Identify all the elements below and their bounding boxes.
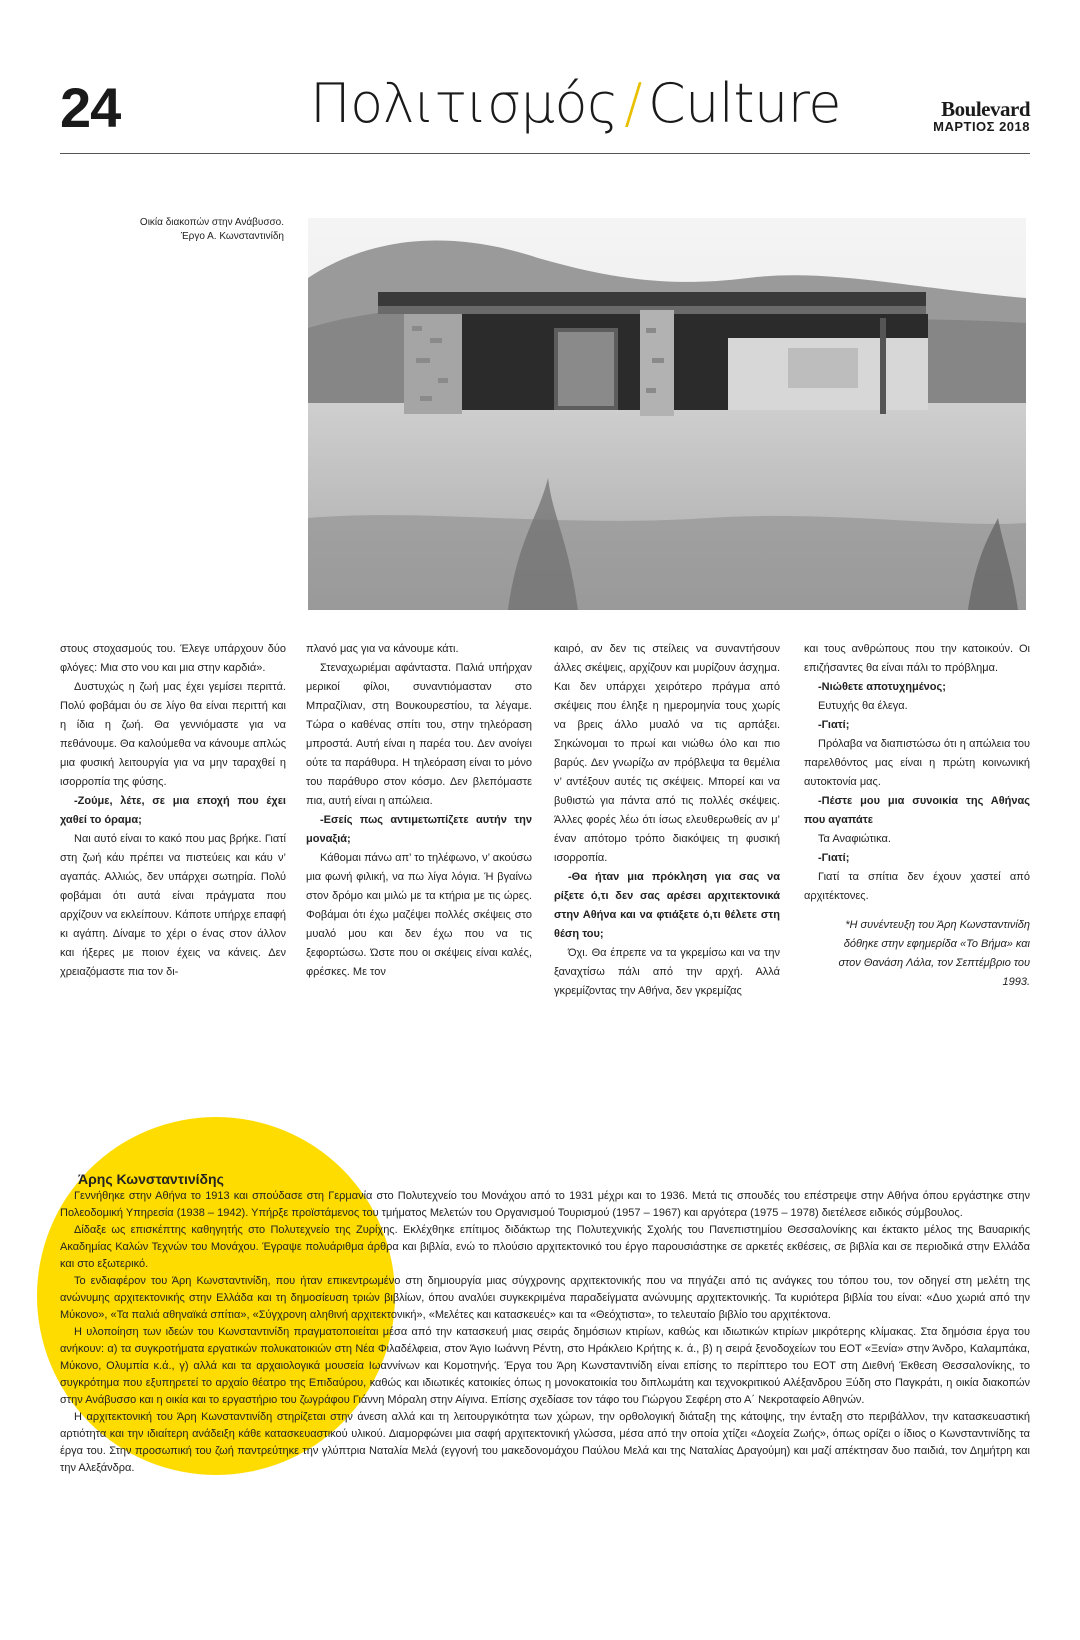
house-photo bbox=[308, 218, 1026, 610]
interview-paragraph: Κάθομαι πάνω απ’ το τηλέφωνο, ν’ ακούσω μια φωνή φιλική, να πω λίγα λόγια. Ή βγαίνω στον δρόμο και μιλώ με τα κτήρια με τις ώρες. Φοβάμαι ότι έχω μαζέψει πολλές σκέψεις στο μυαλό μου και δεν έχω που να τις ξεφορτώσω. Ώστε που οι σκέψεις είναι καλές, φρέσκες. Με τον bbox=[306, 852, 532, 978]
interview-question: -Γιατί; bbox=[818, 719, 850, 731]
interview-paragraph: και τους ανθρώπους που την κατοικούν. Οι επιζήσαντες θα είναι πάλι το πρόβλημα. bbox=[804, 643, 1030, 674]
interview-paragraph: Δυστυχώς η ζωή μας έχει γεμίσει περιττά. Πολύ φοβάμαι όυ σε λίγο θα είναι περιττή και η ίδια η ζωή. Θα γεννιόμαστε για να πεθάνουμε. Θα καλούμεθα να κάνουμε απλώς μια φυσική λειτουργία για να μην ταραχθεί η ισορροπία της φύσης. bbox=[60, 681, 286, 788]
interview-column-4 bbox=[804, 640, 1030, 992]
interview-column-1 bbox=[60, 640, 286, 982]
section-title bbox=[310, 74, 841, 134]
interview-paragraph: στους στοχασμούς του. Έλεγε υπάρχουν δύο φλόγες: Μια στο νου και μια στην καρδιά». bbox=[60, 643, 286, 674]
publication-name: Boulevard bbox=[941, 97, 1030, 121]
header-divider bbox=[60, 153, 1030, 154]
interview-question: -Γιατί; bbox=[818, 852, 850, 864]
interview-question: -Νιώθετε αποτυχημένος; bbox=[818, 681, 946, 693]
section-title-greek: Πολιτισμός bbox=[310, 72, 619, 135]
photo-caption-line-1: Οικία διακοπών στην Ανάβυσσο. bbox=[139, 217, 284, 228]
publication-brand bbox=[933, 98, 1030, 134]
interview-paragraph: Όχι. Θα έπρεπε να τα γκρεμίσω και να την ξαναχτίσω πάλι από την αρχή. Αλλά γκρεμίζοντας την Αθήνα, δεν γκρεμίζας bbox=[554, 947, 780, 997]
biography-title: Άρης Κωνσταντινίδης bbox=[78, 1171, 224, 1187]
interview-paragraph: Στεναχωριέμαι αφάνταστα. Παλιά υπήρχαν μερικοί φίλοι, συναντιόμασταν στο Μπραζίλιαν, στη Βουκουρεστίου, τα λέγαμε. Τώρα ο καθένας σπίτι του, στην τηλεόραση μπροστά. Αυτή είναι η παρέα του. Δεν ανοίγει ούτε τα παράθυρα. Η τηλεόραση είναι το μόνο του παράθυρο στον κόσμο. Δεν βλεπόμαστε πια, αυτή είναι η απώλεια. bbox=[306, 662, 532, 807]
interview-question: -Ζούμε, λέτε, σε μια εποχή που έχει χαθεί το όραμα; bbox=[60, 795, 286, 826]
interview-column-2 bbox=[306, 640, 532, 982]
interview-paragraph: πλανό μας για να κάνουμε κάτι. bbox=[306, 643, 459, 655]
architect-biography bbox=[60, 1170, 1030, 1477]
biography-paragraph: Γεννήθηκε στην Αθήνα το 1913 και σπούδασε στη Γερμανία στο Πολυτεχνείο του Μονάχου από το 1931 μέχρι και το 1936. Μετά τις σπουδές του επέστρεψε στην Αθήνα όπου εργάστηκε στην Πολεοδομική Υπηρεσία (1938 – 1942). Υπήρξε προϊστάμενος του τμήματος Μελετών του Οργανισμού Τουρισμού (1957 – 1967) και αργότερα (1975 – 1978) διετέλεσε ειδικός σύμβουλος. bbox=[60, 1190, 1030, 1219]
interview-paragraph: Ναι αυτό είναι το κακό που μας βρήκε. Γιατί στη ζωή κάυ πρέπει να πιστεύεις και κάυ ν’ αγαπάς. Αλλιώς, δεν υπάρχει σωτηρία. Πολύ φοβάμαι ότι αυτά είναι πράγματα που αρχίζουν να εκλείπουν. Κάποτε υπήρχε επαφή κι αγάπη. Δίναμε το χέρι ο ένας στον άλλον και ήξερες με ποιον έχεις να κάνεις. Δεν χρειαζόμαστε πια τον δι- bbox=[60, 833, 286, 978]
interview-question: -Θα ήταν μια πρόκληση για σας να ρίξετε ό,τι δεν σας αρέσει αρχιτεκτονικά στην Αθήνα και να φτιάξετε ό,τι θέλετε στη θέση του; bbox=[554, 871, 780, 940]
biography-paragraph: Το ενδιαφέρον του Άρη Κωνσταντινίδη, που ήταν επικεντρωμένο στη δημιουργία μιας σύγχρονης αρχιτεκτονικής που να πηγάζει από τις ανάγκες του τόπου του, τον οδηγεί στη μελέτη της ανώνυμης αρχιτεκτονικής στην Ελλάδα και τη δημοσίευση τριών βιβλίων, όπου αναλύει συγκεκριμένα παραδείγματα ανώνυμης αρχιτεκτονικής. Τα κυριότερα βιβλία του είναι: «Δυο χωριά από την Μύκονο», «Τα παλιά αθηναϊκά σπίτια», «Σύγχρονη αληθινή αρχιτεκτονική», «Μελέτες και κατασκευές» και τα «Θεόχτιστα», το τελευταίο βιβλίο του αρχιτέκτονα. bbox=[60, 1275, 1030, 1321]
interview-column-3 bbox=[554, 640, 780, 1001]
interview-question: -Πέστε μου μια συνοικία της Αθήνας που αγαπάτε bbox=[804, 795, 1030, 826]
biography-body bbox=[60, 1188, 1030, 1477]
interview-paragraph: Γιατί τα σπίτια δεν έχουν χαστεί από αρχιτέκτονες. bbox=[804, 871, 1030, 902]
interview-paragraph: Πρόλαβα να διαπιστώσω ότι η απώλεια του παρελθόντος μας είναι η πρώτη κοινωνική αυτοκτονία μας. bbox=[804, 738, 1030, 788]
interview-credit: *Η συνέντευξη του Άρη Κωνσταντινίδη δόθηκε στην εφημερίδα «Το Βήμα» και στον Θανάση Λάλα, τον Σεπτέμβριο του 1993. bbox=[838, 919, 1030, 988]
biography-paragraph: Η υλοποίηση των ιδεών του Κωνσταντινίδη πραγματοποιείται μέσα από την κατασκευή μιας σειράς δημόσιων κτιρίων, καθώς και ιδιωτικών κτιρίων μικρότερης κλίμακας. Στα δημόσια έργα του ανήκουν: α) τα συγκροτήματα εργατικών πολυκατοικιών στη Νέα Φιλαδέλφεια, στον Άγιο Ιωάννη Ρέντη, στο Ηράκλειο Κρήτης κ. ά., β) η σειρά ξενοδοχείων του ΕΟΤ «Ξενία» στην Άνδρο, Καλαμπάκα, Μύκονο, Ολυμπία κ.ά., γ) αλλά και τα αρχαιολογικά μουσεία Ιωαννίνων και Κομοτηνής. Έργα του Άρη Κωνσταντινίδη είναι επίσης το περίπτερο του ΕΟΤ στη Διεθνή Έκθεση Θεσσαλονίκης, το συγκρότημα που εξυπηρετεί το αρχαίο θέατρο της Επιδαύρου, καθώς και ιδιωτικές κατοικίες όπως η μονοκατοικία του διπλωμάτη και τεχνοκριτικού Αλέξανδρου Ξύδη στο Παγκράτι, η οικία διακοπών στην Ανάβυσσο και η οικία και το εργαστήριο του ζωγράφου Γιάννη Μόραλη στην Αίγινα. Επίσης σχεδίασε τον τάφο του Γιώργου Σεφέρη στο Α΄ Νεκροταφείο Αθηνών. bbox=[60, 1326, 1030, 1406]
biography-paragraph: Δίδαξε ως επισκέπτης καθηγητής στο Πολυτεχνείο της Ζυρίχης. Εκλέχθηκε επίτιμος διδάκτωρ της Πολυτεχνικής Σχολής του Πανεπιστημίου Θεσσαλονίκης και έκτακτο μέλος της Βαυαρικής Ακαδημίας Καλών Τεχνών του Μονάχου. Έγραψε πολυάριθμα άρθρα και βιβλία, ενώ το πλούσιο αρχιτεκτονικό του έργο παρουσιάστηκε σε αρκετές εκθέσεις, σε βιβλία και σε περιοδικά στην Ελλάδα και στο εξωτερικό. bbox=[60, 1224, 1030, 1270]
interview-paragraph: Ευτυχής θα έλεγα. bbox=[818, 700, 908, 712]
interview-paragraph: Τα Αναφιώτικα. bbox=[818, 833, 891, 845]
issue-date: ΜΑΡΤΙΟΣ 2018 bbox=[933, 119, 1030, 134]
interview-question: -Εσείς πως αντιμετωπίζετε αυτήν την μοναξιά; bbox=[306, 814, 532, 845]
page-number: 24 bbox=[60, 76, 121, 139]
page-header bbox=[60, 72, 1030, 158]
photo-caption-line-2: Έργο Α. Κωνσταντινίδη bbox=[180, 231, 284, 242]
section-title-slash: / bbox=[624, 72, 642, 135]
interview-paragraph: καιρό, αν δεν τις στείλεις να συναντήσουν άλλες σκέψεις, αρχίζουν και μυρίζουν άσχημα. Και δεν υπάρχει χειρότερο πράγμα από σκέψεις που έληξε η ημερομηνία τους χωρίς να βρεις άλλο μυαλό να τις αρπάξει. Σηκώνομαι το πρωί και νιώθω όλο και πιο βαρύς. Δεν γνωρίζω αν πρόβλεψα τα θεμέλια ν’ αντέξουν αυτές τις σκέψεις. Μπορεί και να βυθιστώ για πάντα από τις πολλές σκέψεις. Άλλες φορές λέω ότι ίσως ελευθερωθείς αν μ’ έναν απότομο τρόπο διακόψεις τη φυσική ισορροπία. bbox=[554, 643, 780, 864]
biography-paragraph: Η αρχιτεκτονική του Άρη Κωνσταντινίδη στηρίζεται στην άνεση αλλά και τη λειτουργικότητα των χώρων, την ορθολογική διάταξη της κάτοψης, την ένταξη στο περιβάλλον, την κατασκευαστική αρτιότητα και την ιδιαίτερη ανάδειξη κάθε κατασκευαστικού υλικού. Διαμορφώνει μια σαφή αρχιτεκτονική γλώσσα, μέσα από την οποία χτίζει «Δοχεία Ζωής», όπως ορίζει ο ίδιος ο Κωνσταντινίδης τα έργα του. Στην προσωπική του ζωή παντρεύτηκε την γλύπτρια Ναταλία Μελά (εγγονή του μακεδονομάχου Παύλου Μελά και της Ναταλίας Δραγούμη) και μαζί απέκτησαν δυο παιδιά, τον Δημήτρη και την Αλεξάνδρα. bbox=[60, 1411, 1030, 1474]
section-title-english: Culture bbox=[647, 72, 842, 135]
interview-columns bbox=[60, 640, 1030, 1010]
photo-caption bbox=[110, 216, 284, 244]
